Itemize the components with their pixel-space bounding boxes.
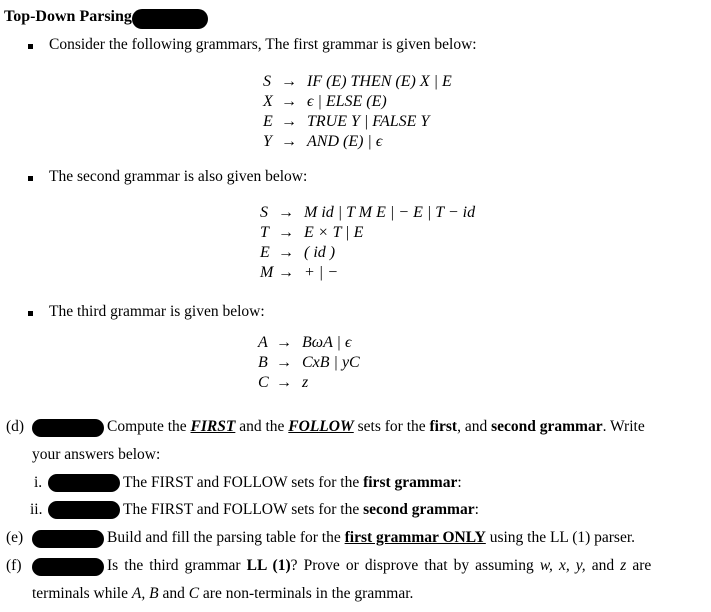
production-row: S → M id | T M E | − E | T − id	[260, 204, 476, 221]
question-e-text: Build and fill the parsing table for the first grammar ONLY using the LL (1) parser.	[107, 529, 636, 546]
production-row: E → TRUE Y | FALSE Y	[263, 113, 430, 130]
redaction-mark	[132, 9, 208, 29]
subquestion-i-text: The FIRST and FOLLOW sets for the first grammar:	[123, 474, 462, 491]
page-title: Top-Down Parsing	[4, 8, 132, 25]
question-d-text: Compute the FIRST and the FOLLOW sets for the first, and second grammar. Write	[107, 418, 645, 435]
bullet-text-1: Consider the following grammars, The first grammar is given below:	[49, 36, 477, 53]
redaction-mark	[32, 419, 104, 437]
grammar-1	[263, 72, 452, 152]
production-row: E → ( id )	[260, 244, 336, 261]
redaction-mark	[32, 558, 104, 576]
production-row: A → BωA | ϵ	[258, 334, 352, 351]
bullet-text-2: The second grammar is also given below:	[49, 168, 308, 185]
redaction-mark	[48, 501, 120, 519]
subquestion-i-label: i.	[34, 474, 43, 491]
subquestion-ii-text: The FIRST and FOLLOW sets for the second grammar:	[123, 501, 479, 518]
production-row: T → E × T | E	[260, 224, 364, 241]
bullet-icon	[28, 311, 33, 316]
question-f-label: (f)	[6, 557, 22, 574]
production-row: B → CxB | yC	[258, 354, 360, 371]
bullet-text-3: The third grammar is given below:	[49, 303, 265, 320]
question-e-label: (e)	[6, 529, 24, 546]
production-row: Y → AND (E) | ϵ	[263, 133, 383, 150]
bullet-icon	[28, 176, 33, 181]
question-f-line2: terminals while A, B and C are non-terminals in the grammar.	[32, 585, 414, 602]
redaction-mark	[32, 530, 104, 548]
question-d-line2: your answers below:	[32, 446, 161, 463]
bullet-icon	[28, 44, 33, 49]
redaction-mark	[48, 474, 120, 492]
subquestion-ii-label: ii.	[30, 501, 43, 518]
production-row: M → + | −	[260, 264, 338, 281]
question-d-label: (d)	[6, 418, 25, 435]
grammar-2	[260, 203, 475, 283]
production-row: C → z	[258, 374, 309, 391]
production-row: X → ϵ | ELSE (E)	[263, 93, 387, 110]
production-row: S → IF (E) THEN (E) X | E	[263, 73, 452, 90]
question-f-text: Is the third grammar LL (1)? Prove or disprove that by assuming w, x, y, and z are	[107, 557, 652, 574]
grammar-3	[258, 333, 360, 393]
